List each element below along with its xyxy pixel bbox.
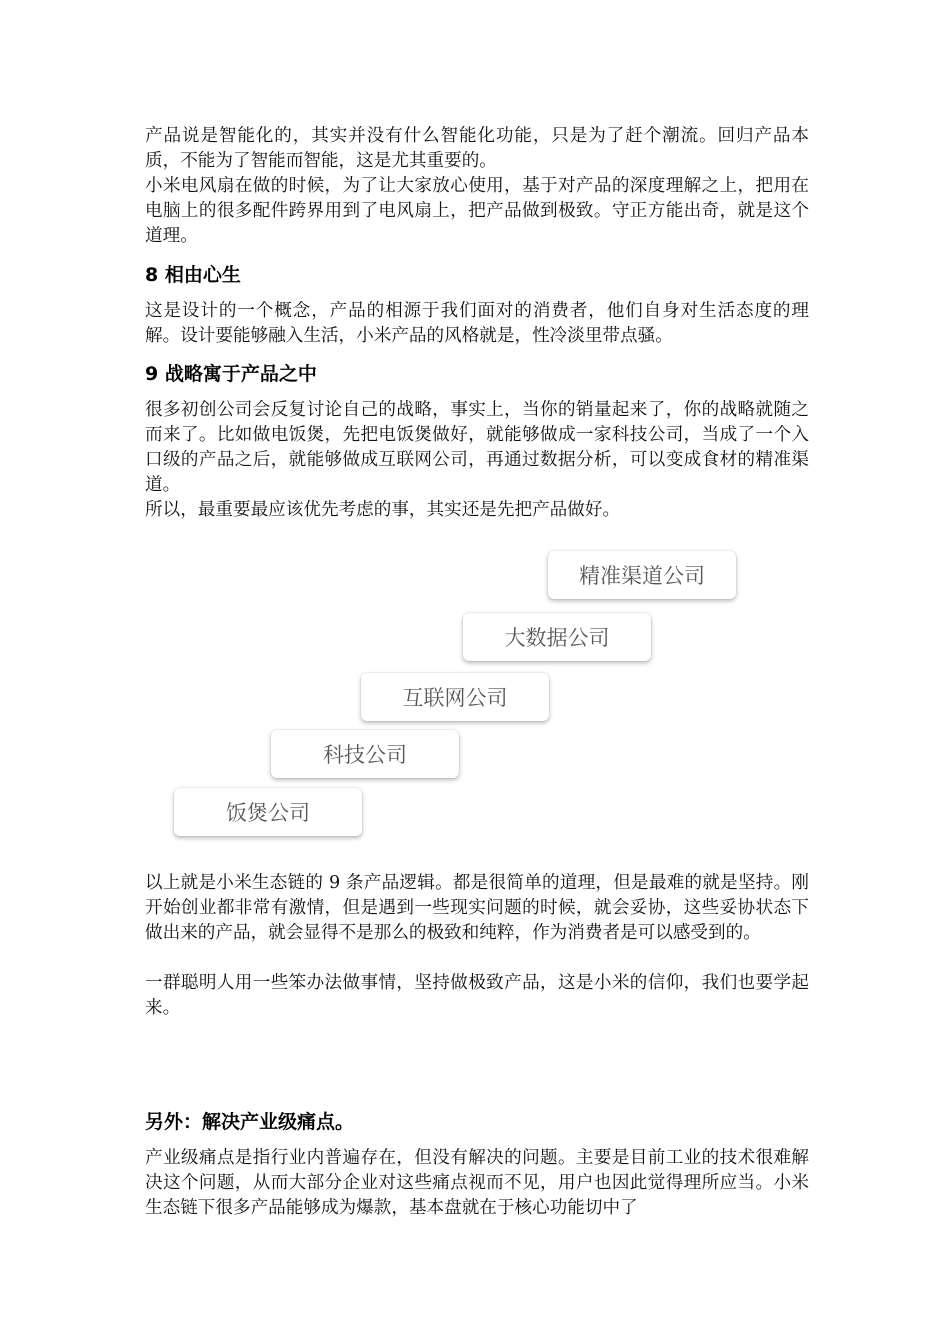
section-9-heading: 9 战略寓于产品之中	[145, 363, 317, 385]
conclusion-paragraph: 以上就是小米生态链的 9 条产品逻辑。都是很简单的道理，但是最难的就是坚持。刚开始创业都非常有激情，但是遇到一些现实问题的时候，就会妥协，这些妥协状态下做出来的产品，就会显得不是那么的极致和纯粹，作为消费者是可以感受到的。	[145, 873, 809, 943]
section-8-heading: 8 相由心生	[145, 264, 241, 286]
paragraph-xiaomi-fan: 小米电风扇在做的时候，为了让大家放心使用，基于对产品的深度理解之上，把用在电脑上的很多配件跨界用到了电风扇上，把产品做到极致。守正方能出奇，就是这个道理。	[145, 176, 809, 246]
conclusion-belief: 一群聪明人用一些笨办法做事情，坚持做极致产品，这是小米的信仰，我们也要学起来。	[145, 973, 809, 1018]
step-big-data-company: 大数据公司	[463, 613, 651, 661]
step-rice-cooker-company: 饭煲公司	[174, 788, 362, 836]
step-precision-channel-company: 精准渠道公司	[548, 551, 736, 599]
extra-heading: 另外：解决产业级痛点。	[145, 1111, 355, 1133]
section-9-summary: 所以，最重要最应该优先考虑的事，其实还是先把产品做好。	[145, 500, 621, 520]
section-9-body: 很多初创公司会反复讨论自己的战略，事实上，当你的销量起来了，你的战略就随之而来了。比如做电饭煲，先把电饭煲做好，就能够做成一家科技公司，当成了一个入口级的产品之后，就能够做成互联网公司，再通过数据分析，可以变成食材的精准渠道。	[145, 400, 809, 495]
paragraph-smart-products: 产品说是智能化的，其实并没有什么智能化功能，只是为了赶个潮流。回归产品本质，不能为了智能而智能，这是尤其重要的。	[145, 126, 809, 171]
section-8-body: 这是设计的一个概念，产品的相源于我们面对的消费者，他们自身对生活态度的理解。设计要能够融入生活，小米产品的风格就是，性冷淡里带点骚。	[145, 301, 809, 346]
extra-body: 产业级痛点是指行业内普遍存在，但没有解决的问题。主要是目前工业的技术很难解决这个问题，从而大部分企业对这些痛点视而不见，用户也因此觉得理所应当。小米生态链下很多产品能够成为爆款，基本盘就在于核心功能切中了	[145, 1148, 809, 1218]
step-internet-company: 互联网公司	[361, 673, 549, 721]
step-tech-company: 科技公司	[271, 730, 459, 778]
